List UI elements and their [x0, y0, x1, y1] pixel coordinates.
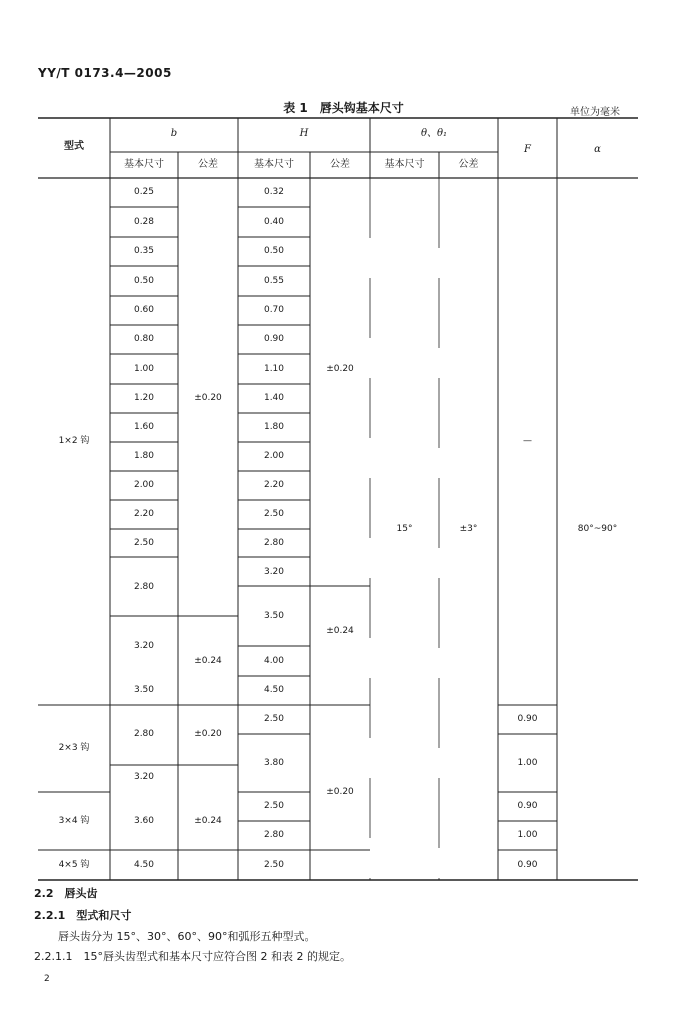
f-value-cell: 1.00	[517, 758, 538, 768]
b-value-cell: 2.00	[133, 480, 155, 490]
b-tolerance-cell: ±0.24	[194, 816, 222, 826]
h-value-cell: 0.70	[263, 305, 285, 315]
b-value-cell: 2.80	[133, 582, 155, 592]
header-theta-tolerance: 公差	[458, 159, 479, 170]
header-h-basic: 基本尺寸	[254, 159, 294, 170]
f-value-cell: 0.90	[517, 801, 538, 811]
b-value-cell: 0.28	[133, 217, 155, 227]
header-type: 型式	[64, 141, 84, 152]
type-cell: 3×4 钩	[58, 816, 90, 826]
h-value-cell: 0.50	[263, 246, 285, 256]
header-b-basic: 基本尺寸	[124, 159, 164, 170]
f-value-cell: 0.90	[517, 860, 538, 870]
section-2-2-1-heading: 2.2.1 型式和尺寸	[34, 909, 132, 922]
b-value-cell: 0.80	[133, 334, 155, 344]
theta-tolerance-cell: ±3°	[459, 524, 478, 534]
b-tolerance-cell: ±0.20	[194, 729, 222, 739]
h-value-cell: 2.20	[263, 480, 285, 490]
b-value-cell: 1.20	[133, 393, 155, 403]
h-value-cell: 4.00	[263, 656, 285, 666]
f-value-cell: 0.90	[517, 714, 538, 724]
h-tolerance-cell: ±0.20	[326, 787, 354, 797]
h-value-cell: 0.55	[263, 276, 285, 286]
f-value-cell: 1.00	[517, 830, 538, 840]
h-value-cell: 2.00	[263, 451, 285, 461]
h-value-cell: 4.50	[263, 685, 285, 695]
h-value-cell: 2.80	[263, 538, 285, 548]
h-value-cell: 0.90	[263, 334, 285, 344]
b-value-cell: 1.80	[133, 451, 155, 461]
header-h-tolerance: 公差	[330, 159, 350, 170]
h-value-cell: 2.50	[263, 860, 285, 870]
f-value-cell: —	[523, 436, 532, 446]
b-value-cell: 0.35	[133, 246, 155, 256]
h-tolerance-cell: ±0.24	[326, 626, 354, 636]
b-value-cell: 2.20	[133, 509, 155, 519]
h-value-cell: 0.32	[263, 187, 285, 197]
type-cell: 4×5 钩	[58, 860, 90, 870]
h-value-cell: 3.20	[263, 567, 285, 577]
h-value-cell: 2.80	[263, 830, 285, 840]
h-value-cell: 3.80	[263, 758, 285, 768]
section-2-2-heading: 2.2 唇头齿	[34, 887, 98, 900]
b-value-cell: 0.25	[133, 187, 155, 197]
page-number: 2	[44, 974, 50, 984]
b-value-cell: 1.60	[133, 422, 155, 432]
b-value-cell: 3.50	[133, 685, 155, 695]
h-value-cell: 0.40	[263, 217, 285, 227]
header-f: F	[524, 144, 531, 155]
h-value-cell: 1.80	[263, 422, 285, 432]
h-value-cell: 2.50	[263, 509, 285, 519]
h-value-cell: 1.10	[263, 364, 285, 374]
b-value-cell: 4.50	[133, 860, 155, 870]
theta-basic-cell: 15°	[396, 524, 413, 534]
header-theta-basic: 基本尺寸	[384, 159, 425, 170]
b-tolerance-cell: ±0.20	[194, 393, 222, 403]
header-b-tolerance: 公差	[198, 159, 218, 170]
h-value-cell: 2.50	[263, 714, 285, 724]
header-alpha: α	[594, 144, 601, 155]
h-value-cell: 3.50	[263, 611, 285, 621]
type-cell: 1×2 钩	[58, 436, 90, 446]
b-value-cell: 0.60	[133, 305, 155, 315]
section-2-2-1-1-text: 2.2.1.1 15°唇头齿型式和基本尺寸应符合图 2 和表 2 的规定。	[34, 950, 351, 963]
header-theta: θ、θ₁	[420, 128, 448, 139]
b-value-cell: 2.50	[133, 538, 155, 548]
header-b: b	[170, 128, 178, 139]
section-2-2-1-text: 唇头齿分为 15°、30°、60°、90°和弧形五种型式。	[58, 930, 316, 943]
h-tolerance-cell: ±0.20	[326, 364, 354, 374]
h-value-cell: 1.40	[263, 393, 285, 403]
unit-note: 单位为毫米	[570, 107, 620, 118]
standard-code: YY/T 0173.4—2005	[38, 66, 172, 80]
b-value-cell: 2.80	[133, 729, 155, 739]
table-title: 表 1 唇头钩基本尺寸	[283, 101, 404, 115]
alpha-cell: 80°~90°	[577, 524, 618, 534]
b-value-cell: 3.20	[133, 641, 155, 651]
type-cell: 2×3 钩	[58, 743, 90, 753]
b-value-cell: 3.20	[133, 772, 155, 782]
b-value-cell: 1.00	[133, 364, 155, 374]
b-value-cell: 3.60	[133, 816, 155, 826]
header-h: H	[299, 128, 309, 139]
h-value-cell: 2.50	[263, 801, 285, 811]
b-value-cell: 0.50	[133, 276, 155, 286]
b-tolerance-cell: ±0.24	[194, 656, 222, 666]
